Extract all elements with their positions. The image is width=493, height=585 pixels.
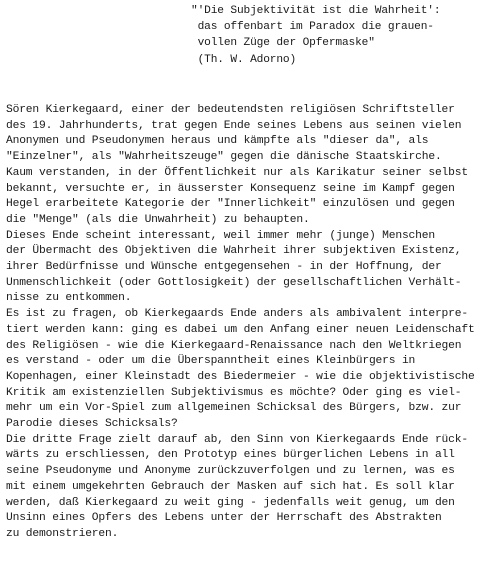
text-line: Anonymen und Pseudonymen heraus und kämpfte als "dieser da", als: [6, 135, 429, 148]
text-line: seine Pseudonyme und Anonyme zurückzuverfolgen und zu lernen, was es: [6, 465, 455, 478]
text-line: wärts zu erschliessen, den Prototyp eines bürgerlichen Lebens in all: [6, 449, 455, 462]
text-line: Kritik am existenziellen Subjektivismus es möchte? Oder ging es viel-: [6, 386, 462, 399]
text-line: mehr um ein Vor-Spiel zum allgemeinen Schicksal des Bürgers, bzw. zur: [6, 402, 462, 415]
text-line: "Einzelner", als "Wahrheitszeuge" gegen die dänische Staatskirche.: [6, 151, 442, 164]
text-line: ihrer Bedürfnisse und Wünsche entgegensehen - in der Hoffnung, der: [6, 261, 442, 274]
text-line: Parodie dieses Schicksals?: [6, 418, 178, 431]
epigraph-line: das offenbart im Paradox die grauen-: [191, 21, 434, 34]
text-line: die "Menge" (als die Unwahrheit) zu behaupten.: [6, 213, 310, 226]
text-line: Unsinn eines Opfers des Lebens unter der Herrschaft des Abstrakten: [6, 512, 442, 525]
epigraph-line: "'Die Subjektivität ist die Wahrheit':: [191, 5, 441, 17]
text-line: Kopenhagen, einer Kleinstadt des Biedermeier - wie die objektivistische: [6, 370, 475, 383]
text-line: mit einem umgekehrten Gebrauch der Masken auf sich hat. Es soll klar: [6, 480, 455, 493]
text-line: Es ist zu fragen, ob Kierkegaards Ende anders als ambivalent interpre-: [6, 308, 468, 321]
text-line: Sören Kierkegaard, einer der bedeutendsten religiösen Schriftsteller: [6, 104, 455, 116]
text-line: des 19. Jahrhunderts, trat gegen Ende seines Lebens aus seinen vielen: [6, 119, 462, 132]
text-line: bekannt, versuchte er, in äusserster Konsequenz seine im Kampf gegen: [6, 182, 455, 195]
epigraph-line: vollen Züge der Opfermaske": [191, 37, 375, 50]
epigraph-quote: [191, 3, 491, 68]
text-line: nisse zu entkommen.: [6, 292, 132, 305]
text-line: Kaum verstanden, in der Öffentlichkeit nur als Karikatur seiner selbst: [6, 166, 468, 179]
text-line: des Religiösen - wie die Kierkegaard-Renaissance nach den Weltkriegen: [6, 339, 462, 352]
text-line: tiert werden kann: ging es dabei um den Anfang einer neuen Leidenschaft: [6, 323, 475, 336]
text-line: Die dritte Frage zielt darauf ab, den Sinn von Kierkegaards Ende rück-: [6, 433, 468, 446]
text-line: es verstand - oder um die Überspanntheit eines Kleinbürgers in: [6, 355, 416, 368]
text-line: werden, daß Kierkegaard zu weit ging - jedenfalls weit genug, um den: [6, 496, 455, 509]
epigraph-attribution: (Th. W. Adorno): [191, 53, 297, 66]
text-line: der Übermacht des Objektiven die Wahrheit ihrer subjektiven Existenz,: [6, 245, 462, 258]
text-line: zu demonstrieren.: [6, 527, 119, 540]
text-line: Hegel erarbeitete Kategorie der "Innerlichkeit" einzulösen und gegen: [6, 198, 455, 211]
body-text: [6, 103, 493, 543]
text-line: Unmenschlichkeit (oder Gottlosigkeit) der gesellschaftlichen Verhält-: [6, 276, 462, 289]
text-line: Dieses Ende scheint interessant, weil immer mehr (junge) Menschen: [6, 229, 435, 242]
